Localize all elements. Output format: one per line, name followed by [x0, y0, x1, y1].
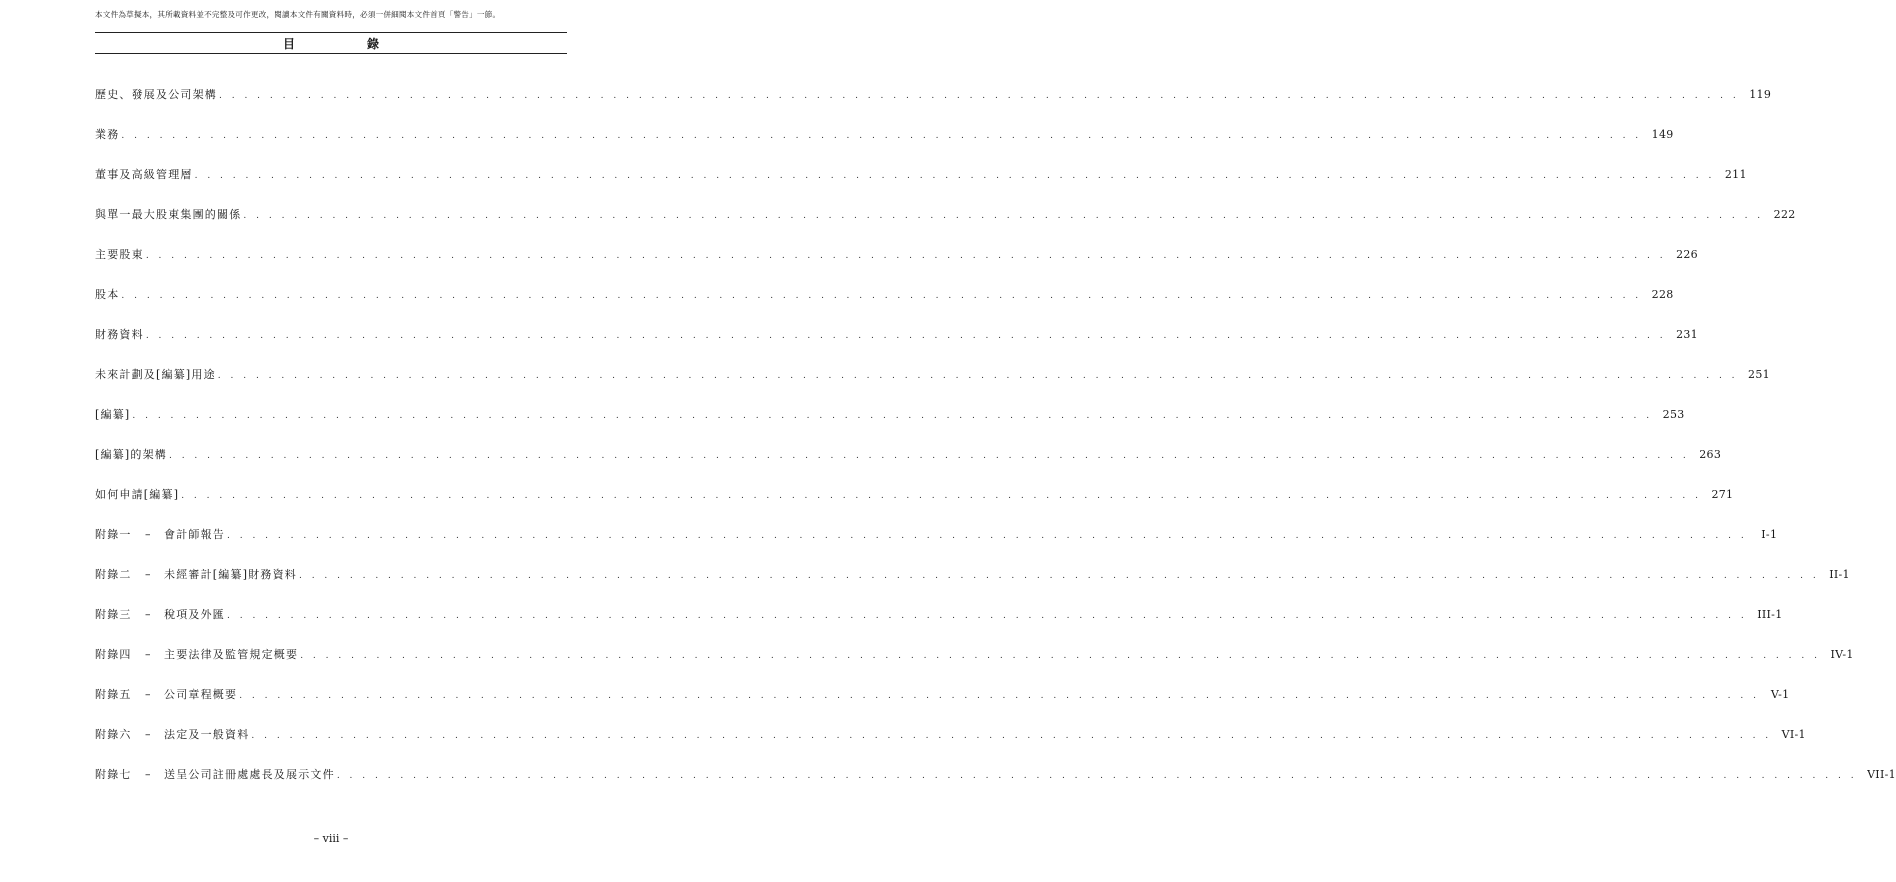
toc-entry[interactable] — [95, 486, 1734, 502]
toc-entry[interactable] — [95, 406, 1685, 422]
dot-leader: . . . . . . . . . . . . . . . . . . . . . . . . . . . . . . . . . . . . . . . . . . . . . . . . . . . . . . . . . . . . . . . . . . . . . . . . . . . . . . . . . . . . . . . . . . . . . . . . . . . . . . . . . . . . . . . . . . . . . . . . — [227, 531, 1748, 541]
toc-page-number: IV-1 — [1830, 648, 1854, 661]
toc-entry-heading — [95, 526, 225, 542]
toc-page-number: 119 — [1749, 88, 1772, 101]
toc-entry[interactable] — [95, 126, 1674, 142]
dot-leader: . . . . . . . . . . . . . . . . . . . . . . . . . . . . . . . . . . . . . . . . . . . . . . . . . . . . . . . . . . . . . . . . . . . . . . . . . . . . . . . . . . . . . . . . . . . . . . . . . . . . . . . . . . . . . . . . . . . . . . . . — [168, 451, 1690, 461]
page-number: – viii – — [313, 832, 349, 845]
dot-leader: . . . . . . . . . . . . . . . . . . . . . . . . . . . . . . . . . . . . . . . . . . . . . . . . . . . . . . . . . . . . . . . . . . . . . . . . . . . . . . . . . . . . . . . . . . . . . . . . . . . . . . . . . . . . . . . . . . . . . . . . — [121, 131, 1642, 141]
toc-entry[interactable] — [95, 206, 1796, 222]
toc-page-number: VI-1 — [1781, 728, 1806, 741]
toc-page-number: 253 — [1662, 408, 1685, 421]
dot-leader: . . . . . . . . . . . . . . . . . . . . . . . . . . . . . . . . . . . . . . . . . . . . . . . . . . . . . . . . . . . . . . . . . . . . . . . . . . . . . . . . . . . . . . . . . . . . . . . . . . . . . . . . . . . . . . . . . . . . . . . . — [181, 491, 1702, 501]
toc-entry[interactable] — [95, 446, 1722, 462]
toc-entry-label: [編纂]的架構 — [95, 448, 167, 461]
toc-entry[interactable] — [95, 646, 1854, 662]
appendix-dash: – — [145, 568, 152, 581]
toc-entry-heading — [95, 246, 144, 262]
toc-entry-heading — [95, 446, 167, 462]
dot-leader: . . . . . . . . . . . . . . . . . . . . . . . . . . . . . . . . . . . . . . . . . . . . . . . . . . . . . . . . . . . . . . . . . . . . . . . . . . . . . . . . . . . . . . . . . . . . . . . . . . . . . . . . . . . . . . . . . . . . . . . . — [145, 251, 1667, 261]
header-bottom-rule — [95, 53, 567, 54]
toc-entry-heading — [95, 366, 216, 382]
toc-entry[interactable] — [95, 166, 1747, 182]
toc-entry-label: [編纂] — [95, 408, 131, 421]
toc-entry-heading — [95, 686, 237, 702]
toc-entry-label: 業務 — [95, 128, 120, 141]
appendix-number: 附錄四 — [95, 648, 132, 661]
dot-leader: . . . . . . . . . . . . . . . . . . . . . . . . . . . . . . . . . . . . . . . . . . . . . . . . . . . . . . . . . . . . . . . . . . . . . . . . . . . . . . . . . . . . . . . . . . . . . . . . . . . . . . . . . . . . . . . . . . . . . . . . — [243, 211, 1764, 221]
appendix-dash: – — [145, 608, 152, 621]
toc-page-number: 271 — [1711, 488, 1734, 501]
toc-entry-heading — [95, 606, 225, 622]
toc-entry-heading — [95, 766, 335, 782]
toc-entry-label: 稅項及外匯 — [164, 608, 225, 621]
toc-entry-heading — [95, 126, 119, 142]
toc-entry-label: 與單一最大股東集團的關係 — [95, 208, 242, 221]
appendix-number: 附錄五 — [95, 688, 132, 701]
toc-entry[interactable] — [95, 286, 1674, 302]
toc-entry-label: 公司章程概要 — [164, 688, 238, 701]
toc-entry[interactable] — [95, 686, 1790, 702]
toc-entry-label: 主要法律及監管規定概要 — [164, 648, 299, 661]
appendix-dash: – — [145, 688, 152, 701]
appendix-number: 附錄二 — [95, 568, 132, 581]
toc-page-number: 211 — [1724, 168, 1747, 181]
toc-entry-label: 主要股東 — [95, 248, 144, 261]
dot-leader: . . . . . . . . . . . . . . . . . . . . . . . . . . . . . . . . . . . . . . . . . . . . . . . . . . . . . . . . . . . . . . . . . . . . . . . . . . . . . . . . . . . . . . . . . . . . . . . . . . . . . . . . . . . . . . . . . . . . . . . . — [217, 371, 1739, 381]
toc-page-number: III-1 — [1757, 608, 1783, 621]
toc-entry-label: 未來計劃及[編纂]用途 — [95, 368, 216, 381]
appendix-dash: – — [145, 728, 152, 741]
dot-leader: . . . . . . . . . . . . . . . . . . . . . . . . . . . . . . . . . . . . . . . . . . . . . . . . . . . . . . . . . . . . . . . . . . . . . . . . . . . . . . . . . . . . . . . . . . . . . . . . . . . . . . . . . . . . . . . . . . . . . . . . — [300, 651, 1821, 661]
dot-leader: . . . . . . . . . . . . . . . . . . . . . . . . . . . . . . . . . . . . . . . . . . . . . . . . . . . . . . . . . . . . . . . . . . . . . . . . . . . . . . . . . . . . . . . . . . . . . . . . . . . . . . . . . . . . . . . . . . . . . . . . — [145, 331, 1667, 341]
toc-page-number: 226 — [1676, 248, 1698, 261]
toc-entry[interactable] — [95, 566, 1850, 582]
appendix-dash: – — [145, 528, 152, 541]
dot-leader: . . . . . . . . . . . . . . . . . . . . . . . . . . . . . . . . . . . . . . . . . . . . . . . . . . . . . . . . . . . . . . . . . . . . . . . . . . . . . . . . . . . . . . . . . . . . . . . . . . . . . . . . . . . . . . . . . . . . . . . . — [132, 411, 1653, 421]
toc-entry-heading — [95, 566, 297, 582]
appendix-number: 附錄七 — [95, 768, 132, 781]
toc-entry[interactable] — [95, 86, 1772, 102]
toc-entry[interactable] — [95, 246, 1698, 262]
dot-leader: . . . . . . . . . . . . . . . . . . . . . . . . . . . . . . . . . . . . . . . . . . . . . . . . . . . . . . . . . . . . . . . . . . . . . . . . . . . . . . . . . . . . . . . . . . . . . . . . . . . . . . . . . . . . . . . . . . . . . . . . — [336, 771, 1858, 781]
dot-leader: . . . . . . . . . . . . . . . . . . . . . . . . . . . . . . . . . . . . . . . . . . . . . . . . . . . . . . . . . . . . . . . . . . . . . . . . . . . . . . . . . . . . . . . . . . . . . . . . . . . . . . . . . . . . . . . . . . . . . . . . — [219, 91, 1740, 101]
toc-page-number: II-1 — [1829, 568, 1850, 581]
toc-page-number: 228 — [1651, 288, 1674, 301]
toc-entry-label: 歷史、發展及公司架構 — [95, 88, 217, 101]
toc-entry-label: 送呈公司註冊處處長及展示文件 — [164, 768, 335, 781]
dot-leader: . . . . . . . . . . . . . . . . . . . . . . . . . . . . . . . . . . . . . . . . . . . . . . . . . . . . . . . . . . . . . . . . . . . . . . . . . . . . . . . . . . . . . . . . . . . . . . . . . . . . . . . . . . . . . . . . . . . . . . . . — [227, 611, 1748, 621]
toc-entry-heading — [95, 646, 298, 662]
toc-page-number: 231 — [1676, 328, 1698, 341]
appendix-number: 附錄六 — [95, 728, 132, 741]
toc-entry-heading — [95, 166, 193, 182]
toc-page-number: 222 — [1773, 208, 1796, 221]
toc-entry-label: 股本 — [95, 288, 120, 301]
dot-leader: . . . . . . . . . . . . . . . . . . . . . . . . . . . . . . . . . . . . . . . . . . . . . . . . . . . . . . . . . . . . . . . . . . . . . . . . . . . . . . . . . . . . . . . . . . . . . . . . . . . . . . . . . . . . . . . . . . . . . . . . — [298, 571, 1820, 581]
toc-entry[interactable] — [95, 326, 1698, 342]
appendix-dash: – — [145, 648, 152, 661]
toc-entry-heading — [95, 86, 217, 102]
toc-entry[interactable] — [95, 766, 1896, 782]
toc-entry-label: 財務資料 — [95, 328, 144, 341]
toc-page-number: VII-1 — [1867, 768, 1896, 781]
appendix-dash: – — [145, 768, 152, 781]
toc-entry-label: 董事及高級管理層 — [95, 168, 193, 181]
toc-page-number: V-1 — [1770, 688, 1790, 701]
toc-entry-heading — [95, 486, 179, 502]
toc-entry-heading — [95, 206, 241, 222]
toc-entry[interactable] — [95, 526, 1778, 542]
appendix-number: 附錄三 — [95, 608, 132, 621]
toc-entry-heading — [95, 406, 130, 422]
page-title: 目 錄 — [282, 37, 395, 51]
toc-page-number: 263 — [1699, 448, 1722, 461]
toc-entry-label: 未經審計[編纂]財務資料 — [164, 568, 297, 581]
toc-entry-heading — [95, 286, 119, 302]
toc-page-number: 251 — [1748, 368, 1770, 381]
dot-leader: . . . . . . . . . . . . . . . . . . . . . . . . . . . . . . . . . . . . . . . . . . . . . . . . . . . . . . . . . . . . . . . . . . . . . . . . . . . . . . . . . . . . . . . . . . . . . . . . . . . . . . . . . . . . . . . . . . . . . . . . — [121, 291, 1642, 301]
toc-page-number: 149 — [1651, 128, 1674, 141]
header-top-rule — [95, 32, 567, 33]
toc-entry-heading — [95, 726, 249, 742]
dot-leader: . . . . . . . . . . . . . . . . . . . . . . . . . . . . . . . . . . . . . . . . . . . . . . . . . . . . . . . . . . . . . . . . . . . . . . . . . . . . . . . . . . . . . . . . . . . . . . . . . . . . . . . . . . . . . . . . . . . . . . . . — [239, 691, 1760, 701]
toc-entry[interactable] — [95, 606, 1783, 622]
toc-entry[interactable] — [95, 726, 1806, 742]
draft-disclaimer: 本文件為草擬本，其所載資料並不完整及可作更改，閱讀本文件有關資料時，必須一併細閱本文件首頁「警告」一節。 — [95, 10, 501, 19]
toc-entry[interactable] — [95, 366, 1770, 382]
toc-entry-label: 如何申請[編纂] — [95, 488, 180, 501]
appendix-number: 附錄一 — [95, 528, 132, 541]
toc-entry-label: 會計師報告 — [164, 528, 225, 541]
dot-leader: . . . . . . . . . . . . . . . . . . . . . . . . . . . . . . . . . . . . . . . . . . . . . . . . . . . . . . . . . . . . . . . . . . . . . . . . . . . . . . . . . . . . . . . . . . . . . . . . . . . . . . . . . . . . . . . . . . . . . . . . — [194, 171, 1715, 181]
dot-leader: . . . . . . . . . . . . . . . . . . . . . . . . . . . . . . . . . . . . . . . . . . . . . . . . . . . . . . . . . . . . . . . . . . . . . . . . . . . . . . . . . . . . . . . . . . . . . . . . . . . . . . . . . . . . . . . . . . . . . . . . — [251, 731, 1772, 741]
toc-entry-label: 法定及一般資料 — [164, 728, 250, 741]
toc-page-number: I-1 — [1761, 528, 1778, 541]
toc-entry-heading — [95, 326, 144, 342]
